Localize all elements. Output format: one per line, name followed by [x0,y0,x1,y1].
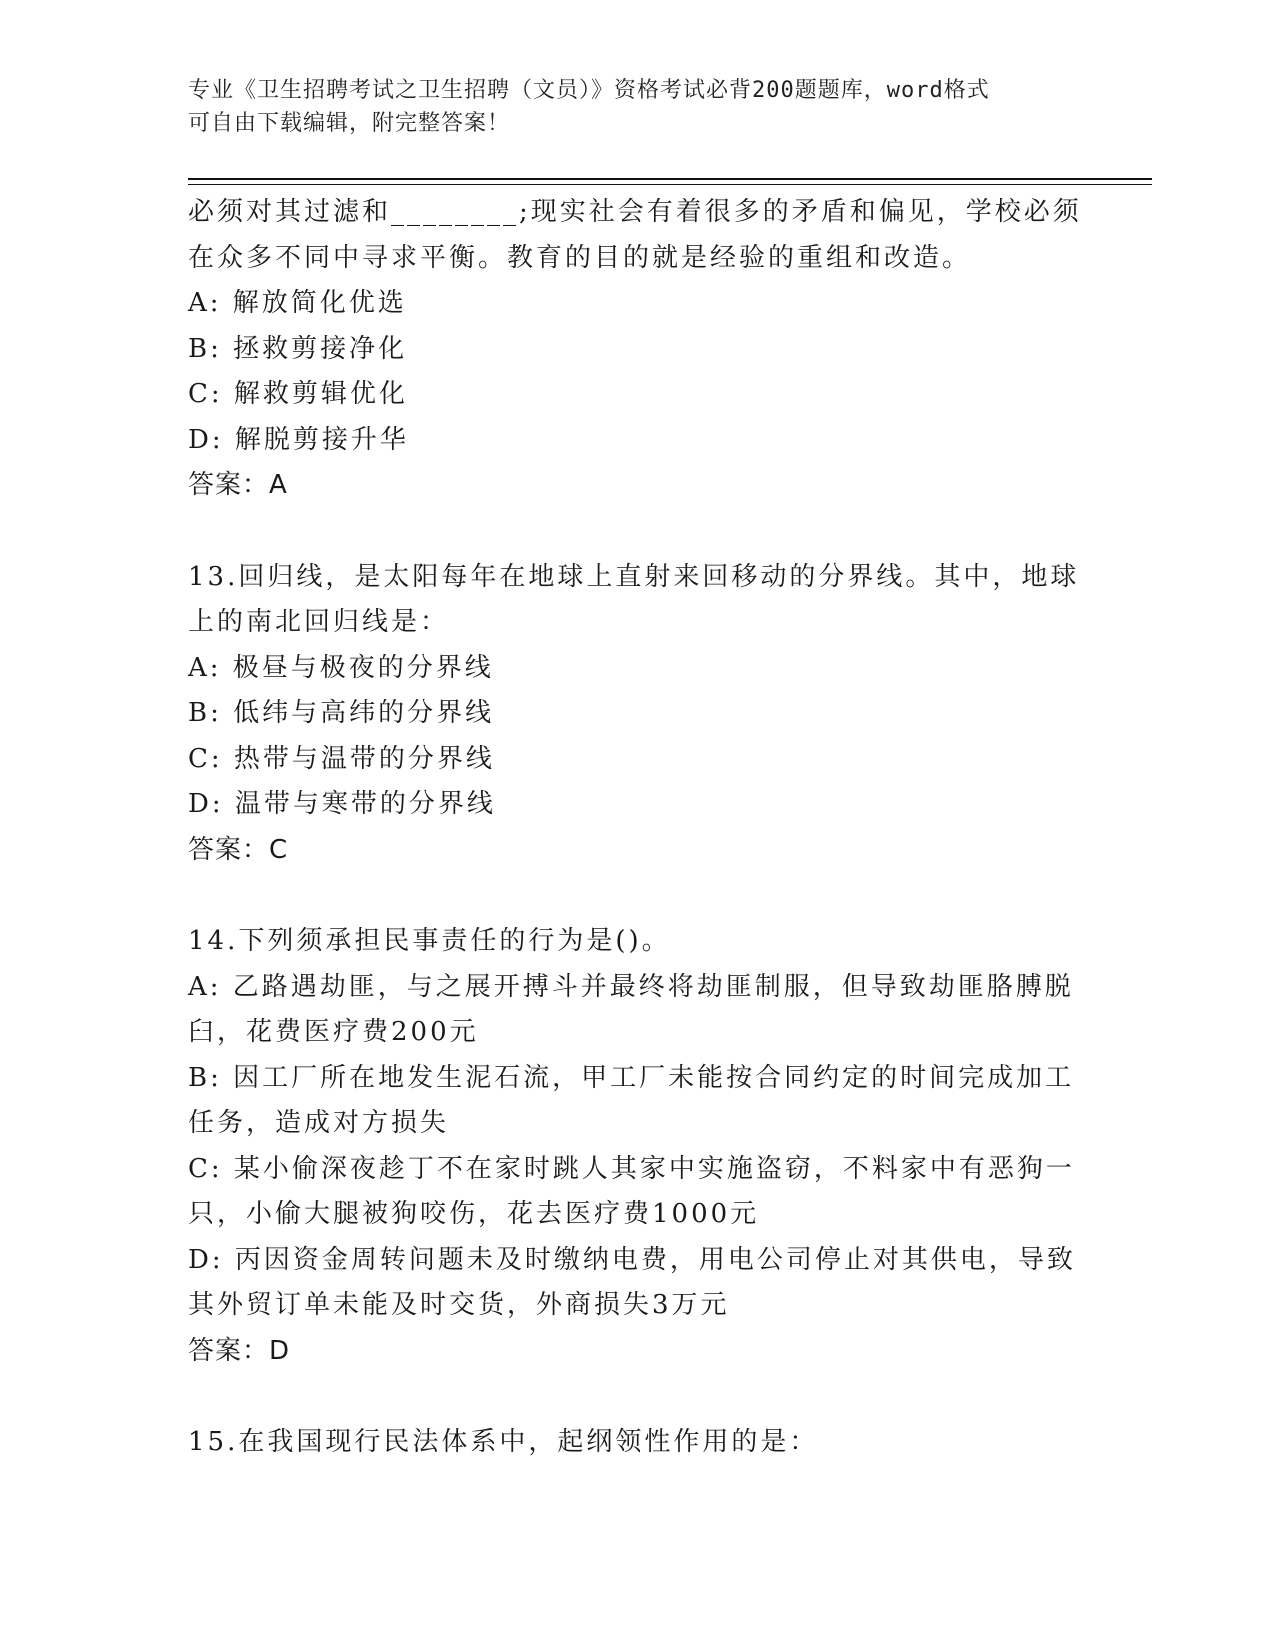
option-c: C: 某小偷深夜趁丁不在家时跳人其家中实施盗窃，不料家中有恶狗一 [188,1153,1075,1184]
question-content [188,190,1088,1466]
question-13 [188,555,1088,874]
option-a: A: 解放简化优选 [188,288,407,318]
answer-label: 答案：D [188,1335,291,1366]
question-stem-line: 上的南北回归线是： [188,607,450,637]
question-spacer [188,873,1088,919]
header-rule-thin [188,184,1152,185]
question-12 [188,190,1088,509]
option-c: C: 解救剪辑优化 [188,379,408,409]
header-line-1: 专业《卫生招聘考试之卫生招聘（文员）》资格考试必背200题题库，word格式 [188,78,990,103]
question-14 [188,919,1088,1374]
option-b: B: 因工厂所在地发生泥石流，甲工厂未能按合同约定的时间完成加工 [188,1062,1075,1093]
answer-label: 答案：C [188,834,289,865]
question-stem-line: 14.下列须承担民事责任的行为是()。 [188,926,671,956]
question-stem-line: 13.回归线，是太阳每年在地球上直射来回移动的分界线。其中，地球 [188,561,1080,592]
option-d-continued: 其外贸订单未能及时交货，外商损失3万元 [188,1290,730,1320]
option-a: A: 乙路遇劫匪，与之展开搏斗并最终将劫匪制服，但导致劫匪胳膊脱 [188,971,1074,1002]
option-d: D: 丙因资金周转问题未及时缴纳电费，用电公司停止对其供电，导致 [188,1244,1076,1275]
option-a: A: 极昼与极夜的分界线 [188,652,494,683]
question-spacer [188,1374,1088,1420]
question-stem-line: 必须对其过滤和________;现实社会有着很多的矛盾和偏见，学校必须 [188,197,1082,227]
option-b: B: 拯救剪接净化 [188,333,408,364]
header-rule-thick [188,178,1152,180]
document-header [188,74,1068,140]
question-spacer [188,509,1088,555]
option-d: D: 解脱剪接升华 [188,424,409,455]
option-d: D: 温带与寒带的分界线 [188,789,496,819]
option-c-continued: 只，小偷大腿被狗咬伤，花去医疗费1000元 [188,1199,760,1229]
question-stem-line: 在众多不同中寻求平衡。教育的目的就是经验的重组和改造。 [188,242,972,273]
answer-label: 答案：A [188,470,288,500]
option-c: C: 热带与温带的分界线 [188,743,495,774]
header-line-2: 可自由下载编辑，附完整答案！ [188,111,511,136]
option-a-continued: 臼，花费医疗费200元 [188,1017,479,1047]
option-b: B: 低纬与高纬的分界线 [188,698,495,728]
option-b-continued: 任务，造成对方损失 [188,1108,450,1138]
question-stem-line: 15.在我国现行民法体系中，起纲领性作用的是： [188,1427,819,1457]
question-15 [188,1420,1088,1466]
